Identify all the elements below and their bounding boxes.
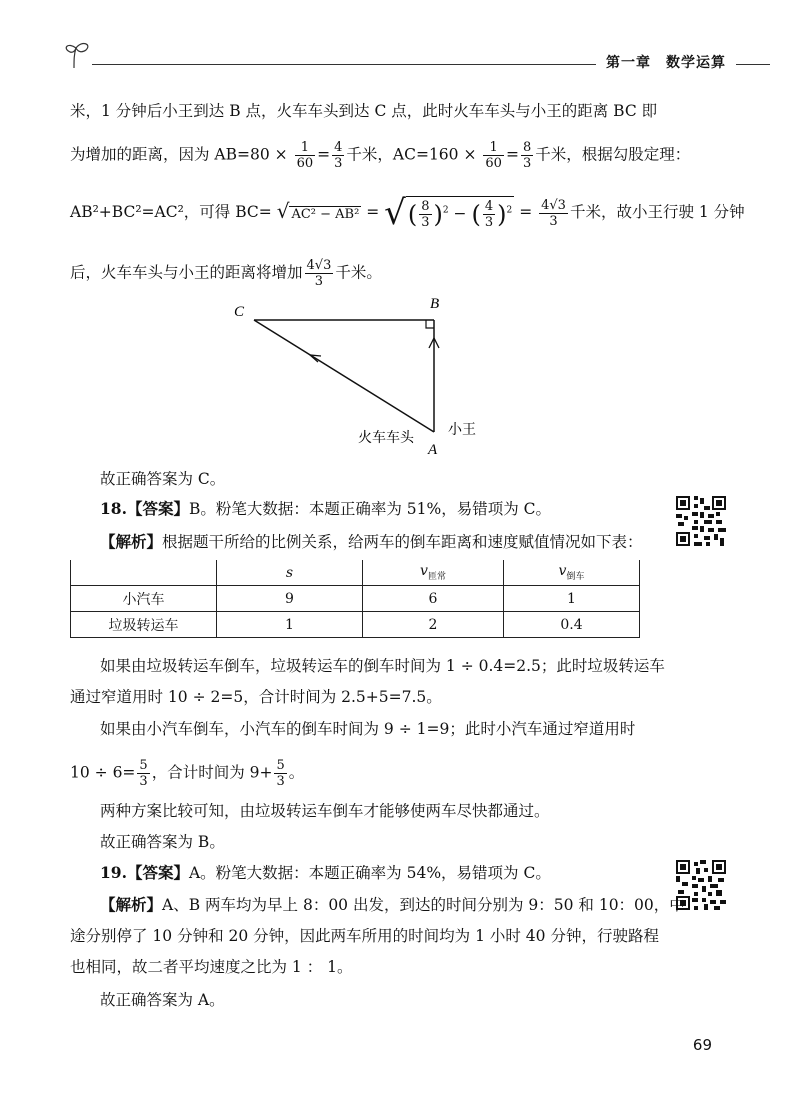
numerator: 4: [334, 140, 343, 155]
text-line: 故正确答案为 A。: [100, 991, 225, 1009]
answer-label: 18.【答案】: [100, 499, 189, 518]
denominator: 3: [484, 215, 494, 230]
text-line: [100, 498, 740, 520]
numerator: 5: [139, 758, 148, 773]
text-run: 千米，根据勾股定理：: [535, 145, 691, 164]
text-run: A。粉笔大数据：本题正确率为 54%，易错项为 C。: [188, 864, 551, 882]
table-cell: 2: [363, 612, 504, 638]
table-header-cell: s: [217, 560, 363, 586]
text-line: 两种方案比较可知，由垃圾转运车倒车才能够使两车尽快都通过。: [100, 802, 550, 820]
fraction: [295, 140, 316, 171]
denominator: 3: [421, 215, 430, 230]
fraction: [305, 258, 334, 289]
text-line: [100, 531, 740, 553]
equals-sign: =: [317, 145, 331, 164]
table-header-row: [71, 560, 640, 586]
sqrt-expression: √( $\frac{8}{3}$ )$^2$ − ( $\frac{4}{3}$ )$^2$: [384, 193, 513, 233]
table-row: [71, 612, 640, 638]
text-line: 故正确答案为 C。: [100, 470, 226, 488]
text-run: 。: [288, 763, 305, 782]
symbol-v: v: [558, 563, 567, 580]
text-line: [70, 140, 740, 171]
text-line: [100, 862, 740, 884]
exponent: 2: [442, 205, 449, 216]
symbol-v: v: [420, 563, 428, 580]
numerator: 1: [483, 140, 504, 156]
table-cell: 1: [504, 586, 640, 612]
denominator: 60: [296, 156, 314, 171]
text-run: AB²+BC²=AC²，可得 BC=: [70, 203, 272, 221]
numerator: 4√3: [306, 258, 332, 273]
subscript: 倒车: [566, 571, 585, 582]
fraction: [137, 758, 149, 789]
label-A: A: [428, 442, 438, 458]
table-header-cell: [363, 560, 504, 586]
text-run: B。粉笔大数据：本题正确率为 51%，易错项为 C。: [188, 500, 552, 518]
fraction: [274, 758, 286, 789]
text-run: 千米。: [335, 263, 382, 282]
text-line: [100, 894, 740, 916]
equals-sign: =: [366, 203, 380, 221]
label-B: B: [430, 296, 440, 312]
table-cell: 垃圾转运车: [71, 612, 217, 638]
assignment-table: [70, 560, 640, 638]
fraction: [521, 140, 533, 171]
table-cell: 6: [363, 586, 504, 612]
denominator: 3: [522, 156, 532, 171]
numerator: 1: [295, 140, 316, 156]
text-line: [70, 258, 740, 289]
exponent: 2: [506, 205, 513, 216]
table-cell: 0.4: [504, 612, 640, 638]
table-row: [71, 586, 640, 612]
qr-code-icon[interactable]: [676, 496, 726, 546]
text-run: 后，火车车头与小王的距离将增加: [70, 263, 303, 282]
denominator: 3: [139, 774, 148, 789]
table-cell: 1: [217, 612, 363, 638]
analysis-label: 【解析】: [100, 532, 163, 551]
numerator: 5: [276, 758, 285, 773]
fraction: [419, 199, 431, 230]
text-run: ，合计时间为 9+: [151, 763, 273, 782]
denominator: 3: [549, 213, 558, 229]
text-line: 途分别停了 10 分钟和 20 分钟，因此两车所用的时间均为 1 小时 40 分钟，行驶路程: [70, 927, 659, 945]
numerator: 4: [484, 199, 494, 214]
sqrt-expression: √ AC² − AB²: [276, 199, 360, 223]
numerator: 4√3: [541, 197, 566, 213]
text-line: 也相同，故二者平均速度之比为 1 ： 1。: [70, 958, 353, 976]
fraction: [539, 198, 568, 229]
text-line: [70, 193, 745, 233]
fraction: [332, 140, 344, 171]
page-number: 69: [692, 1036, 712, 1054]
right-triangle-diagram: [220, 292, 500, 462]
text-run: A、B 两车均为早上 8：00 出发，到达的时间分别为 9：50 和 10：00，中: [162, 896, 685, 914]
table-header-cell: [71, 560, 217, 586]
equals-sign: =: [505, 145, 519, 164]
text-line: 如果由垃圾转运车倒车，垃圾转运车的倒车时间为 1 ÷ 0.4=2.5；此时垃圾转运车: [100, 657, 665, 675]
text-run: 10 ÷ 6=: [70, 763, 136, 782]
text-run: 根据题干所给的比例关系，给两车的倒车距离和速度赋值情况如下表：: [162, 533, 643, 551]
text-run: 千米，故小王行驶 1 分钟: [569, 203, 745, 221]
answer-label: 19.【答案】: [100, 863, 189, 882]
sprout-logo-icon: [60, 40, 96, 70]
table-header-cell: [504, 560, 640, 586]
denominator: 3: [334, 156, 343, 171]
denominator: 3: [314, 274, 324, 289]
minus-sign: −: [453, 204, 467, 223]
text-line: 故正确答案为 B。: [100, 833, 225, 851]
numerator: 8: [421, 199, 430, 214]
fraction: [483, 199, 495, 230]
label-train: 火车车头: [358, 430, 414, 446]
text-run: 千米，AC=160 ×: [346, 145, 477, 164]
subscript: 匝常: [427, 571, 446, 582]
label-C: C: [234, 304, 245, 320]
radicand: AC² − AB²: [291, 207, 360, 222]
equals-sign: =: [519, 203, 533, 221]
right-angle-mark: [426, 320, 434, 328]
label-wang: 小王: [448, 422, 476, 438]
text-line: [70, 758, 740, 789]
text-line: 如果由小汽车倒车，小汽车的倒车时间为 9 ÷ 1=9；此时小汽车通过窄道用时: [100, 720, 636, 738]
analysis-label: 【解析】: [100, 895, 163, 914]
chapter-title: 第一章 数学运算: [596, 52, 736, 72]
denominator: 60: [485, 156, 502, 171]
text-run: 为增加的距离，因为 AB=80 ×: [70, 145, 288, 164]
numerator: 8: [522, 140, 532, 155]
table-cell: 9: [217, 586, 363, 612]
text-line: 通过窄道用时 10 ÷ 2=5，合计时间为 2.5+5=7.5。: [70, 688, 442, 706]
table-cell: 小汽车: [71, 586, 217, 612]
segment-CA: [254, 320, 434, 432]
fraction: [483, 140, 504, 171]
text-line: 米，1 分钟后小王到达 B 点，火车车头到达 C 点，此时火车车头与小王的距离 BC 即: [70, 102, 658, 120]
denominator: 3: [276, 774, 285, 789]
